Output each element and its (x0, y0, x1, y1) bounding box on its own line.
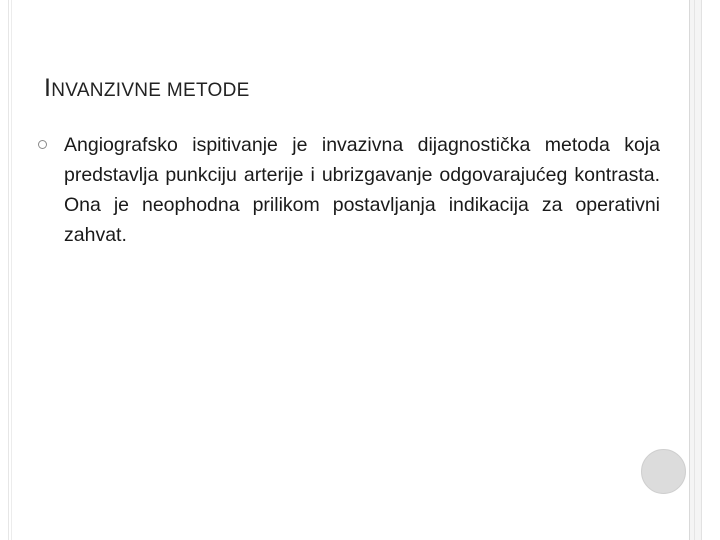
circle-nav-icon (641, 449, 686, 494)
right-frame-line-inner (694, 0, 695, 540)
left-frame-line (8, 0, 9, 540)
bullet-text: Angiografsko ispitivanje je invazivna dijagnostička metoda koja predstavlja punkciju arterije i ubrizgavanje odgovarajućeg kontrasta. Ona je neophodna prilikom postavljanja indikacija za operativni zahvat. (64, 134, 660, 246)
left-frame-line-inner (11, 0, 12, 540)
right-frame-band (689, 0, 702, 540)
slide-title (44, 74, 250, 103)
hollow-circle-bullet-icon (38, 140, 47, 149)
slide-title-rest: NVANZIVNE METODE (51, 80, 250, 101)
bullet-item (38, 130, 660, 250)
slide-body (38, 130, 660, 250)
slide-title-initial: I (44, 74, 52, 102)
